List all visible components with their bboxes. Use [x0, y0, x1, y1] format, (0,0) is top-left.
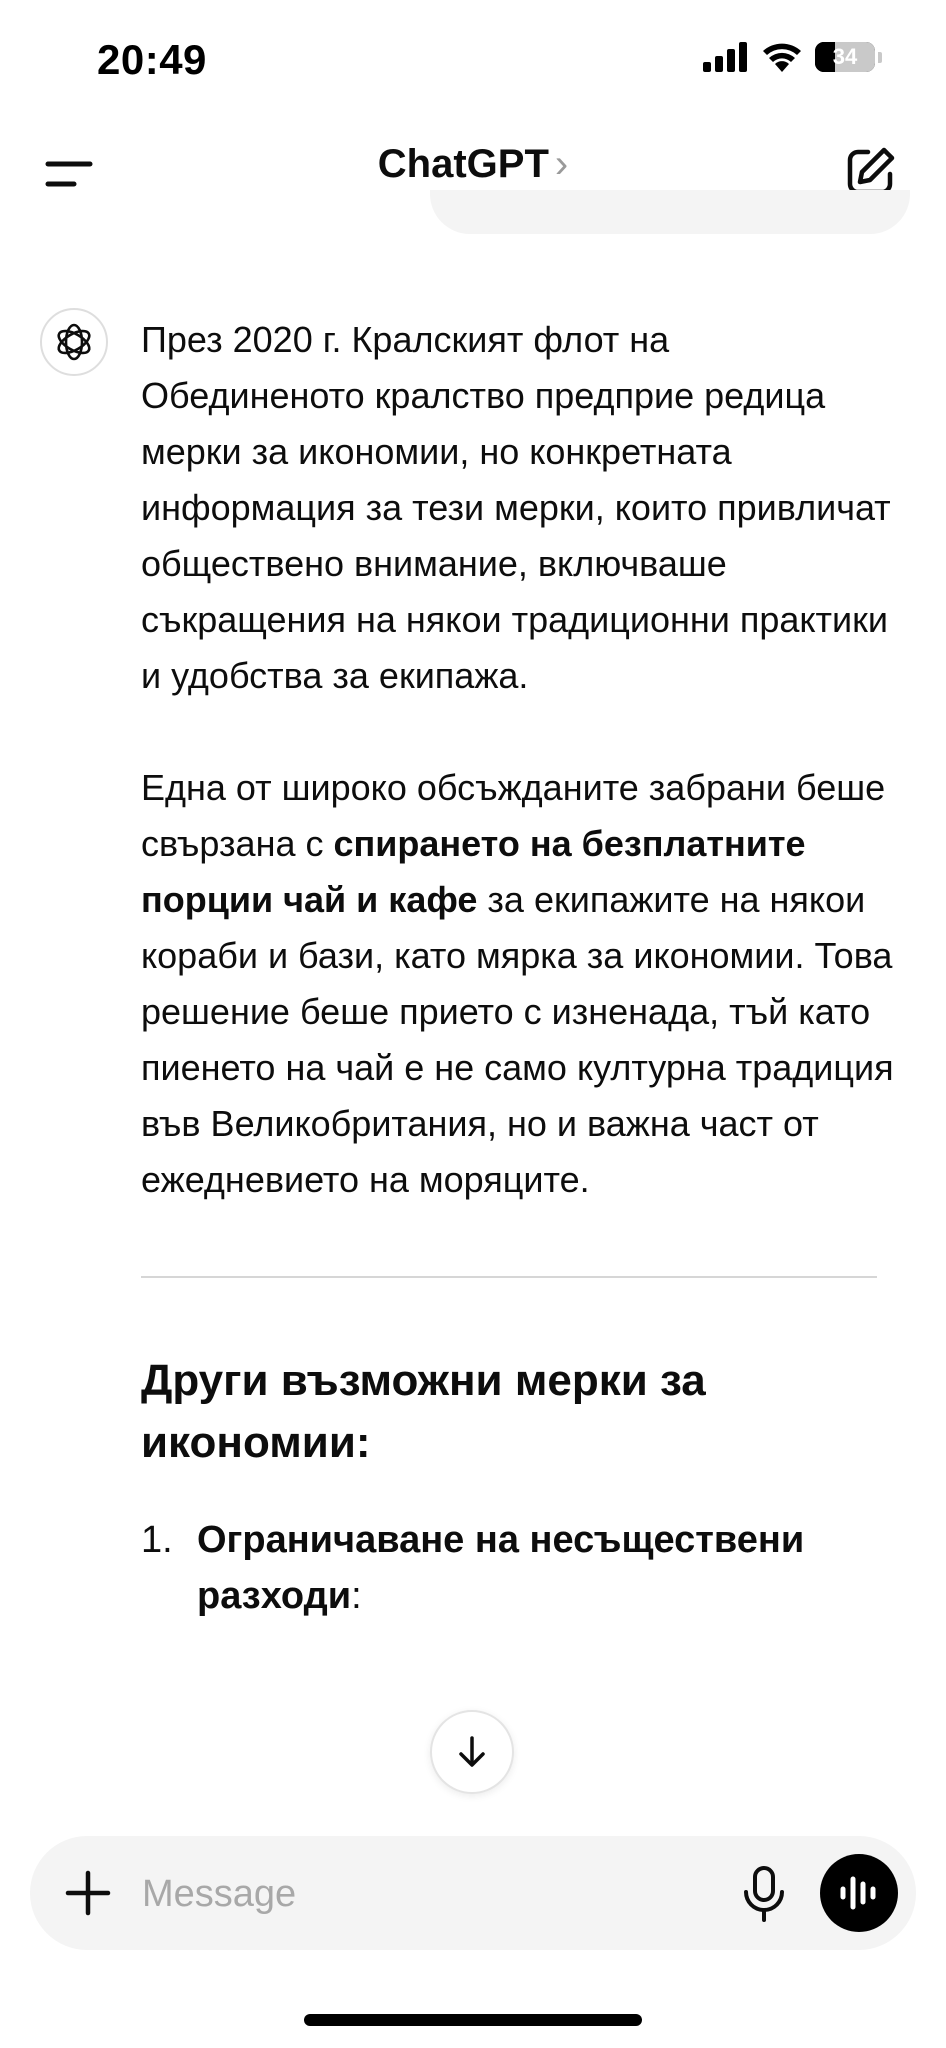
message-paragraph-1: През 2020 г. Кралският флот на Обединеното кралство предприе редица мерки за икономии, но конкретната информация за тези мерки, които привличат обществено внимание, включваше съкращения на някои традиционни практики и удобства за екипажа.	[141, 319, 891, 696]
message-composer	[30, 1836, 916, 1950]
list-number: 1.	[141, 1519, 173, 1561]
cellular-signal-icon	[703, 42, 749, 72]
attach-button[interactable]	[64, 1869, 112, 1917]
battery-level: 34	[832, 44, 858, 69]
scroll-to-bottom-button[interactable]	[430, 1710, 514, 1794]
battery-icon	[815, 42, 875, 72]
battery-tip	[878, 52, 882, 63]
paragraph-bold-text: спирането на безплатните порции чай и кафе	[141, 823, 806, 920]
status-bar	[0, 0, 946, 120]
message-input[interactable]	[140, 1858, 744, 1930]
status-time: 20:49	[97, 36, 207, 83]
home-indicator	[304, 2014, 642, 2026]
divider	[141, 1276, 877, 1278]
list-item-title	[197, 1512, 901, 1624]
paragraph-text: Една от широко обсъжданите забрани беше свързана с	[141, 767, 886, 864]
nav-title: ChatGPT	[377, 142, 549, 186]
paragraph-text: за екипажите на някои кораби и бази, като мярка за икономии. Това решение беше прието с изненада, тъй като пиенето на чай е не само културна традиция във Великобритания, но и важна част от ежедневието на моряците.	[141, 879, 894, 1200]
voice-mode-icon	[837, 1873, 881, 1913]
list-item	[141, 1512, 901, 1624]
model-selector[interactable]	[0, 142, 946, 187]
openai-logo-icon	[52, 320, 96, 364]
dictation-button[interactable]	[736, 1864, 792, 1924]
assistant-avatar	[40, 308, 108, 376]
status-icons	[703, 42, 882, 72]
list-title-text: Ограничаване на несъществени разходи	[197, 1519, 805, 1617]
voice-mode-button[interactable]	[820, 1854, 898, 1932]
list-title-suffix: :	[351, 1575, 362, 1617]
message-paragraph-2	[141, 760, 901, 1208]
previous-user-message-bubble	[430, 190, 910, 234]
microphone-icon	[736, 1864, 792, 1924]
plus-icon	[64, 1869, 112, 1917]
wifi-icon	[761, 42, 803, 72]
arrow-down-icon	[452, 1732, 492, 1772]
section-heading: Други възможни мерки за икономии:	[141, 1356, 706, 1467]
chevron-right-icon: ›	[554, 142, 569, 186]
assistant-message	[141, 312, 901, 1624]
